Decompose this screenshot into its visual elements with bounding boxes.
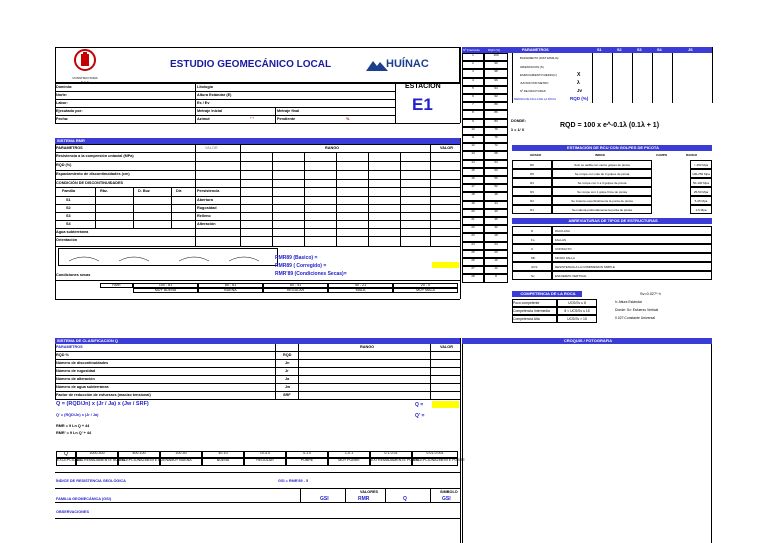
estim-cell: Se rompe con más de 3 golpes de picota <box>552 169 652 178</box>
fractura-count: 13 <box>462 151 484 159</box>
fractura-count: 3 <box>462 69 484 77</box>
rqd-value: 79 <box>484 127 508 135</box>
comp-cell: 0.027:Constante Universal <box>615 316 655 320</box>
rqd-value: 48 <box>484 192 508 200</box>
azimut-units: ° ° <box>250 117 255 121</box>
comp-cell: Poco competente <box>512 299 557 307</box>
rmr-desc-5: MUY MALA <box>393 288 458 293</box>
rqd-value: 99 <box>484 61 508 69</box>
fractura-count: 26 <box>462 258 484 266</box>
rqd-value: 36 <box>484 217 508 225</box>
estim-cell: 25-50 Mpa <box>690 187 712 196</box>
q-scale-9: 0.01-0.001 <box>412 451 458 458</box>
col-rmr: RMR <box>358 496 370 502</box>
rmr-row-condicion: CONDICIÓN DE DISCONTINUIDADES <box>56 181 124 185</box>
q-sym-srf: SRF <box>283 393 291 397</box>
q-scale-3: 100-40 <box>160 451 202 458</box>
q-desc-2: EXTREMADAMENTE BUENA <box>76 458 118 466</box>
q-prime-formula: Q' = (RQD/Jn) x (Jr / Ja) <box>56 413 99 417</box>
familia-s4: S4 <box>66 222 71 226</box>
q-row-jw: Número de agua subterránea <box>56 385 109 389</box>
rmr-condiciones-label: RMR'89 (Condiciones Secas)= <box>275 271 347 277</box>
q-scale-1: 1000-400 <box>76 451 118 458</box>
rp-head-s4: S4 <box>657 48 662 52</box>
fractura-count: 24 <box>462 242 484 250</box>
param-row-2: ORIENTACION (S) <box>520 65 544 69</box>
estim-head-rango: RANGO <box>686 153 698 157</box>
q-row-jr: Número de rugosidad <box>56 369 96 373</box>
abrev-title: ABREVIATURAS DE TIPOS DE ESTRUCTURAS <box>512 218 712 224</box>
cond-head-familia: Familia <box>62 189 76 193</box>
rmr-scale-2: 80 - 61 <box>198 283 263 288</box>
fractura-count: 21 <box>462 217 484 225</box>
cond-head-rbz: Rbz. <box>100 189 109 193</box>
q-equals: Q = <box>415 402 424 408</box>
fractura-count: 16 <box>462 176 484 184</box>
q-prime-equals: Q' = <box>415 413 425 419</box>
q-desc-10: EXCEPCIONALMENTE POBRE <box>412 458 458 466</box>
fecha-label: Fecha: <box>56 117 69 121</box>
param-row-4: JUNTAS POR METRO <box>520 81 549 85</box>
q-desc-8: MUY POBRE <box>328 458 370 466</box>
abrev-cell: ESFUERZO VERTICAL <box>552 271 712 280</box>
rmr-desc-4: MALA <box>328 288 393 293</box>
q-parametros-head: PARAMETROS <box>56 345 83 349</box>
param-row-3: ESPACIAMIENTO MEDIO(m) <box>520 73 557 77</box>
cond-head-persistencia: Persistencia <box>197 189 220 193</box>
estim-cell: Se indenta superficialmente la punta de picota <box>552 196 652 205</box>
estim-title: ESTIMACIÓN DE RCU CON GOLPES DE PICOTA <box>512 145 712 151</box>
rqd-formula: RQD = 100 x e^-0.1λ (0.1λ + 1) <box>560 122 660 129</box>
estim-head-campo: CAMPO <box>656 153 668 157</box>
q-sym-jn: Jn <box>285 361 290 365</box>
q-scale-7: 1-0.1 <box>328 451 370 458</box>
rmr-desc-1: MUY BUENA <box>133 288 198 293</box>
rqd-value: 68 <box>484 151 508 159</box>
q-scale-8: 0.1-0.01 <box>370 451 412 458</box>
fractura-count: 23 <box>462 233 484 241</box>
pendiente-label: Pendiente <box>277 117 296 121</box>
abrev-cell: DIACLASA <box>552 226 712 235</box>
rp-head-s3: S3 <box>637 48 642 52</box>
abrev-cell: MICRO FALLA <box>552 253 712 262</box>
q-desc-9: EXTREMADAMENTE POBRE <box>370 458 412 466</box>
metraje-final-label: Metraje final <box>277 109 300 113</box>
croquis-title: CROQUIS / FOTOGRAFIA <box>462 338 712 344</box>
rmr-scale-head: RMR <box>100 283 133 288</box>
estacion-value: E1 <box>412 95 433 114</box>
cond-head-dbuz: D. Buz <box>138 189 150 193</box>
rp-head-parametros: PARAMETROS <box>522 48 549 52</box>
rqd-value: 12 <box>484 266 508 274</box>
rqd-value: 76 <box>484 135 508 143</box>
q-valor-head: VALOR <box>440 345 454 349</box>
rmr-valor-col-head: VALOR <box>440 146 454 150</box>
familia-s1: S1 <box>66 198 71 202</box>
fractura-count: 11 <box>462 135 484 143</box>
dominio-label: Dominio: <box>56 85 73 89</box>
abrev-cell: FALLAS <box>552 235 712 244</box>
rp-head-rqd: RQD (%) <box>488 48 501 52</box>
rmr-row-ucs: Resistencia a la compresión uniaxial (MPa) <box>56 154 134 158</box>
param-sym-5: Jv <box>577 88 583 93</box>
q-section-header: SISTEMA DE CLASIFICACION Q <box>55 338 460 344</box>
rqd-value: 98 <box>484 69 508 77</box>
rqd-value: 56 <box>484 176 508 184</box>
rmr-row-rqd: RQD (%) <box>56 163 72 167</box>
rmr-rango-head: RANGO <box>325 146 340 150</box>
rqd-value: 72 <box>484 143 508 151</box>
gsi-symbol: GSI <box>442 496 451 502</box>
rp-head-s1: S1 <box>597 48 602 52</box>
q-desc-6: REGULAR <box>244 458 286 466</box>
condiciones-secas-label: Condiciones secas <box>56 273 91 277</box>
altura-label: Altura Estándar (E) <box>197 93 232 97</box>
abrev-cell: C <box>512 244 552 253</box>
fractura-count: 1 <box>462 53 484 61</box>
rp-head-js: JS <box>688 48 693 52</box>
estim-cell: R1 <box>512 205 552 214</box>
q-sym-rqd: RQD <box>283 353 292 357</box>
rmr-desc-2: BUENA <box>198 288 263 293</box>
fractura-count: 8 <box>462 110 484 118</box>
fractura-count: 22 <box>462 225 484 233</box>
croquis-area[interactable] <box>462 344 712 543</box>
rmr-basico-label: RMR89 (Basico) = <box>275 255 318 261</box>
comp-formula: Sv=0.027* h <box>640 292 661 296</box>
fractura-count: 6 <box>462 94 484 102</box>
q-desc-5: BUENA <box>202 458 244 466</box>
estim-cell: R3 <box>512 187 552 196</box>
estim-cell: 1-5 Mpa <box>690 205 712 214</box>
cond-head-rugosidad: Rugosidad <box>197 206 217 210</box>
rmr-scale-4: 40 - 21 <box>328 283 393 288</box>
rqd-value: 8 <box>484 274 508 282</box>
rqd-value: 40 <box>484 209 508 217</box>
cond-head-alteracion: Alteración <box>197 222 216 226</box>
rqd-value: 92 <box>484 94 508 102</box>
fractura-count: 18 <box>462 192 484 200</box>
param-sym-3: X <box>577 72 581 78</box>
rmr-scale-1: 100 - 81 <box>133 283 198 288</box>
rqd-value: 94 <box>484 86 508 94</box>
rqd-value: 96 <box>484 78 508 86</box>
estim-head-indice: INDICE <box>595 153 606 157</box>
cond-head-dir: Dir. <box>176 189 183 193</box>
rqd-value: 86 <box>484 110 508 118</box>
rqd-value: 100 <box>484 53 508 61</box>
estacion-label: ESTACION <box>405 83 441 90</box>
estim-cell: 5-25 Mpa <box>690 196 712 205</box>
rmr-section-header: SISTEMA RMR <box>55 138 460 144</box>
rqd-value: 60 <box>484 168 508 176</box>
estim-cell: Se rompe con 1 a 3 golpes de picota <box>552 178 652 187</box>
param-row-6: MEDIDA DE FALLA DE LA ROCA <box>514 97 556 101</box>
col-q: Q <box>403 496 407 502</box>
q-sym-ja: Ja <box>285 377 290 381</box>
fractura-count: 19 <box>462 201 484 209</box>
observaciones-label: OBSERVACIONES <box>56 510 89 514</box>
valores-head: VALORES <box>360 490 379 494</box>
abrev-cell: Sv <box>512 271 552 280</box>
rmr-q-eq2: RMR' = 9 Ln Q' + 44 <box>56 431 92 435</box>
abrev-cell: MF <box>512 253 552 262</box>
rmr-valor-head: VALOR <box>205 146 218 150</box>
q-rango-head: RANGO <box>360 345 375 349</box>
fractura-count: 17 <box>462 184 484 192</box>
brand-name: HUÍNAC <box>386 58 429 70</box>
logo-caption: CONSTRUCTORA S.A.C <box>72 76 98 84</box>
comp-title: COMPETENCIA DE LA ROCA <box>512 291 582 297</box>
estim-cell: 50-100 Mpa <box>690 178 712 187</box>
comp-cell: Competencia Intermedia <box>512 307 557 315</box>
rqd-value: 52 <box>484 184 508 192</box>
estim-cell: Solo se astilla con varios golpes de picota <box>552 160 652 169</box>
fractura-count: 7 <box>462 102 484 110</box>
rmr-corregido-label: RMR89 ( Corregido) = <box>275 263 327 269</box>
gsi-eq: GSI = RMR'89 - 5 <box>278 479 309 483</box>
agua-label: Agua subterránea <box>56 230 89 234</box>
company-logo <box>72 49 98 84</box>
rmr-scale-3: 60 - 41 <box>263 283 328 288</box>
metraje-inicial-label: Metraje Inicial <box>197 109 223 113</box>
comp-cell: UCS/Sv ≤ 8 <box>557 299 597 307</box>
estim-cell: R4 <box>512 178 552 187</box>
familia-s2: S2 <box>66 206 71 210</box>
ejecutado-label: Ejecutado por: <box>56 109 83 113</box>
col-gsi: GSI <box>320 496 329 502</box>
fractura-count: 28 <box>462 274 484 282</box>
document-title: ESTUDIO GEOMECÁNICO LOCAL <box>170 59 332 70</box>
donde-label: DONDE: <box>511 119 526 123</box>
rqd-value: 83 <box>484 119 508 127</box>
abrev-cell: RESISTENCIA A LA COMPRESION SIMPLE <box>552 262 712 271</box>
estim-cell: 100-250 Mpa <box>690 169 712 178</box>
q-desc-1: EXCEPCIONAL <box>56 458 76 466</box>
gsi-label: ÍNDICE DE RESISTENCIA GEOLÓGICA <box>56 479 126 483</box>
fractura-count: 5 <box>462 86 484 94</box>
q-sym-jr: Jr <box>285 369 289 373</box>
q-scale-4: 40-10 <box>202 451 244 458</box>
mountain-icon <box>366 59 388 71</box>
norte-label: Norte: <box>56 93 68 97</box>
comp-cell: h: Altura Estándar <box>615 300 642 304</box>
estim-cell: Se rompe con 1 golpe firme de picota <box>552 187 652 196</box>
azimut-label: Azimut <box>197 117 210 121</box>
rqd-value: 44 <box>484 201 508 209</box>
fractura-count: 27 <box>462 266 484 274</box>
rqd-value: 64 <box>484 160 508 168</box>
estim-cell: R5 <box>512 169 552 178</box>
estim-head-grado: GRADO <box>530 153 542 157</box>
rmr-desc-3: REGULAR <box>263 288 328 293</box>
q-scale-5: 10-4.0 <box>244 451 286 458</box>
cond-head-relleno: Relleno <box>197 214 211 218</box>
comp-cell: Donde: Sv: Esfuerzo Vertical <box>615 308 659 312</box>
estim-cell: R6 <box>512 160 552 169</box>
cond-head-abertura: Abertura <box>197 198 213 202</box>
pendiente-pct: % <box>346 117 350 121</box>
rqd-value: 20 <box>484 250 508 258</box>
rqd-value: 32 <box>484 225 508 233</box>
orientacion-diagram <box>58 248 278 266</box>
q-row-jn: Número de discontinuidades <box>56 361 109 365</box>
rqd-value: 24 <box>484 242 508 250</box>
q-scale-2: 400-100 <box>118 451 160 458</box>
rp-head-s2: S2 <box>617 48 622 52</box>
abrev-cell: D <box>512 226 552 235</box>
huinac-logo <box>366 58 388 76</box>
litologia-label: Litología <box>197 85 213 89</box>
rqd-value: 16 <box>484 258 508 266</box>
abrev-cell: CONTACTO <box>552 244 712 253</box>
rmr-row-espaciamiento: Espaciamiento de discontinuidades (cm) <box>56 172 130 176</box>
comp-cell: Competencia Alta <box>512 315 557 323</box>
q-desc-4: MUY BUENA <box>160 458 202 466</box>
q-scale-6: 4-1.0 <box>286 451 328 458</box>
estim-cell: Se indenta profundamente la punta de picota <box>552 205 652 214</box>
simbolo-head: SIMBOLO <box>440 490 458 494</box>
rmr-scale-5: 20 - 0 <box>393 283 458 288</box>
abrev-cell: UCS <box>512 262 552 271</box>
q-desc-7: POBRE <box>286 458 328 466</box>
rmr-corregido-value[interactable] <box>432 262 459 268</box>
comp-cell: 8 < UCS/Sv ≤ 15 <box>557 307 597 315</box>
fractura-count: 10 <box>462 127 484 135</box>
estim-cell: > 250 Mpa <box>690 160 712 169</box>
fractura-count: 14 <box>462 160 484 168</box>
param-row-5: Nº DE FRACTURAS <box>520 89 546 93</box>
fractura-count: 15 <box>462 168 484 176</box>
q-row-rqd: RQD % <box>56 353 69 357</box>
estim-cell: R2 <box>512 196 552 205</box>
rqd-value: 28 <box>484 233 508 241</box>
rp-head-fracturas: Nº Fracturas <box>463 48 480 52</box>
q-value[interactable] <box>432 401 459 408</box>
familia-gsi-label: FAMILIA GEOMECÁNICA (GSI) <box>56 497 111 501</box>
q-desc-3: EXCEPCIONALMENTE BUENA <box>118 458 160 466</box>
fractura-count: 25 <box>462 250 484 258</box>
orientacion-label: Orientación <box>56 238 78 242</box>
comp-cell: UCS/Sv > 15 <box>557 315 597 323</box>
q-scale-letter: Q <box>56 451 76 458</box>
labor-label: Labor: <box>56 101 68 105</box>
es-label: Es / Ev <box>197 101 210 105</box>
param-row-1: BUZAMIENTO (DIST.FAMILIA) <box>520 56 559 60</box>
q-formula: Q = (RQD/Jn) x (Jr / Ja) x (Jw / SRF) <box>56 401 149 407</box>
familia-s3: S3 <box>66 214 71 218</box>
q-row-ja: Número de alteración <box>56 377 95 381</box>
fractura-count: 4 <box>462 78 484 86</box>
rmr-parametros-head: PARAMETROS <box>56 146 83 150</box>
fractura-count: 12 <box>462 143 484 151</box>
q-row-srf: Factor de reducción de esfuerzos (macizo tensional) <box>56 393 151 397</box>
rqd-value: 89 <box>484 102 508 110</box>
lambda-eq: λ = 1/ X <box>511 128 525 132</box>
q-sym-jw: Jw <box>285 385 291 389</box>
fractura-count: 2 <box>462 61 484 69</box>
fractura-count: 9 <box>462 119 484 127</box>
param-sym-6: RQD (%) <box>570 96 589 101</box>
rmr-q-eq1: RMR = 9 Ln Q + 44 <box>56 424 90 428</box>
abrev-cell: Fo <box>512 235 552 244</box>
fractura-count: 20 <box>462 209 484 217</box>
param-sym-4: λ <box>577 80 580 86</box>
